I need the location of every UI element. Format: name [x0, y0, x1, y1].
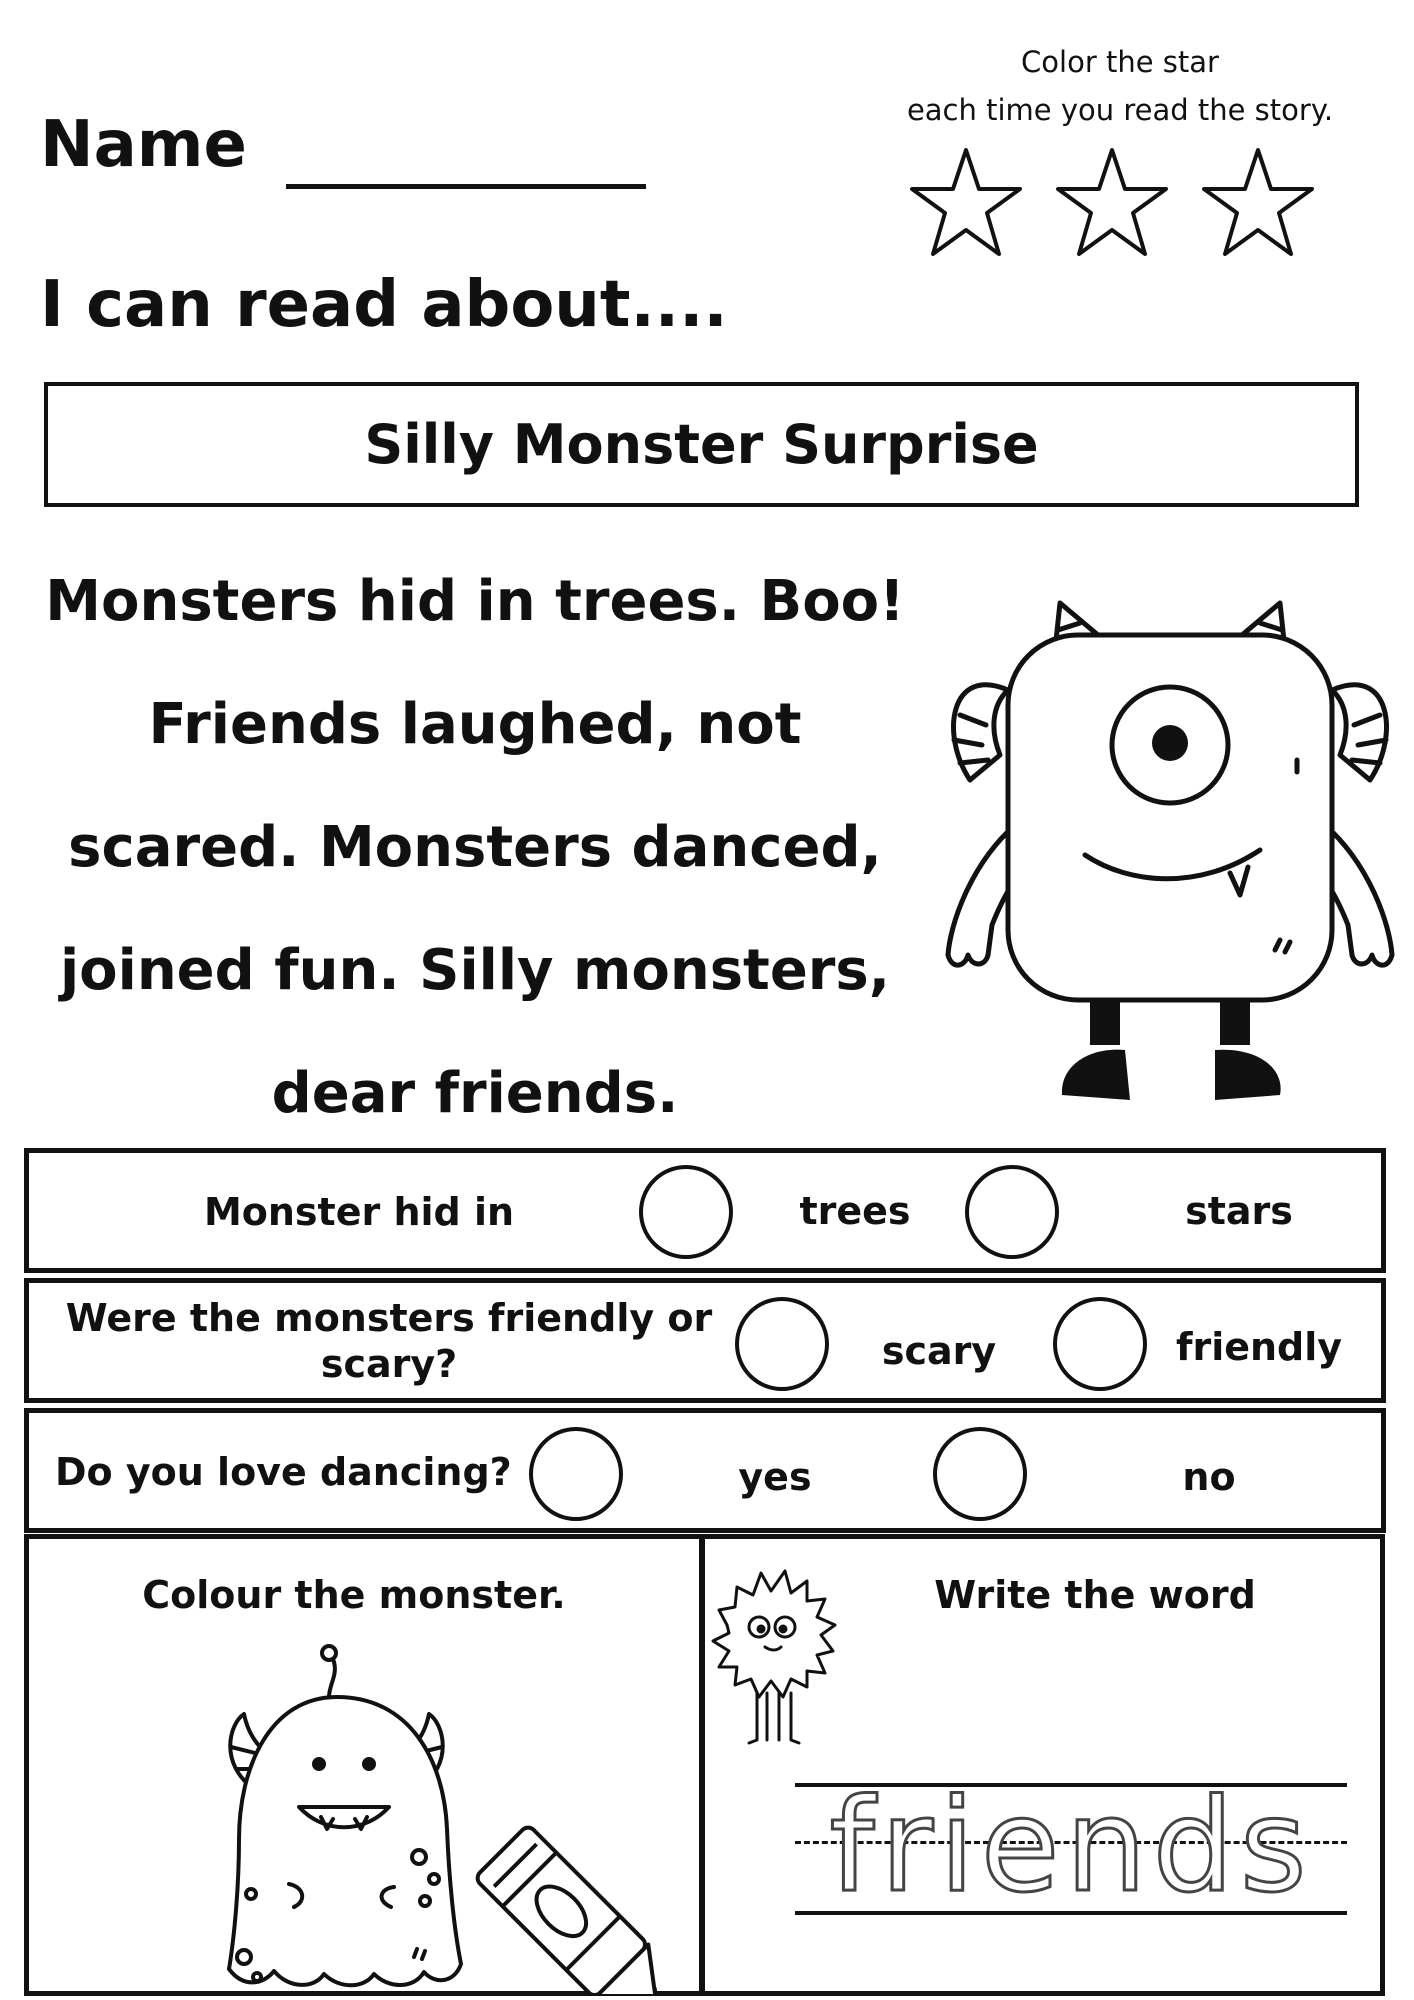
story-line: scared. Monsters danced,	[68, 815, 882, 880]
answer-label: friendly	[1175, 1325, 1343, 1369]
answer-circle-trees[interactable]	[639, 1165, 733, 1259]
answer-label: scary	[881, 1329, 997, 1373]
colour-activity-title: Colour the monster.	[142, 1573, 566, 1617]
answer-label: trees	[799, 1189, 911, 1233]
name-write-line[interactable]	[286, 184, 646, 189]
question-text: Monster hid in	[203, 1190, 515, 1234]
quiz-row-2	[24, 1278, 1386, 1403]
star-icon-1[interactable]	[912, 150, 1020, 254]
star-instruction-line-2: each time you read the story.	[906, 93, 1334, 127]
story-title-box	[44, 382, 1359, 507]
story-text	[20, 540, 930, 1155]
story-line: Friends laughed, not	[148, 692, 802, 757]
name-label: Name	[40, 108, 247, 182]
answer-label: yes	[738, 1455, 812, 1499]
star-instruction	[860, 38, 1380, 134]
answer-label: stars	[1185, 1189, 1293, 1233]
quiz-row-3	[24, 1408, 1386, 1533]
cyclops-monster-illustration	[930, 595, 1410, 1115]
question-text: Were the monsters friendly or scary?	[65, 1296, 713, 1386]
colour-activity-panel	[24, 1534, 704, 1996]
answer-circle-stars[interactable]	[965, 1165, 1059, 1259]
star-icon-2[interactable]	[1058, 150, 1166, 254]
intro-heading: I can read about....	[40, 268, 728, 342]
answer-circle-yes[interactable]	[529, 1427, 623, 1521]
write-activity-panel	[700, 1534, 1385, 1996]
story-title: Silly Monster Surprise	[364, 413, 1039, 476]
answer-circle-friendly[interactable]	[1053, 1297, 1147, 1391]
story-line: Monsters hid in trees. Boo!	[45, 569, 905, 634]
answer-circle-no[interactable]	[933, 1427, 1027, 1521]
answer-circle-scary[interactable]	[735, 1297, 829, 1391]
answer-label: no	[1182, 1455, 1236, 1499]
write-activity-title: Write the word	[934, 1573, 1256, 1617]
trace-word[interactable]: friends	[829, 1772, 1313, 1921]
star-instruction-line-1: Color the star	[1021, 45, 1219, 79]
quiz-row-1	[24, 1148, 1386, 1273]
story-line: dear friends.	[271, 1061, 679, 1126]
question-text: Do you love dancing?	[55, 1450, 512, 1494]
story-line: joined fun. Silly monsters,	[59, 938, 891, 1003]
colouring-monster-illustration[interactable]	[209, 1639, 679, 1994]
fuzzy-monster-icon	[707, 1555, 847, 1755]
star-icon-3[interactable]	[1204, 150, 1312, 254]
reading-stars	[906, 146, 1326, 266]
